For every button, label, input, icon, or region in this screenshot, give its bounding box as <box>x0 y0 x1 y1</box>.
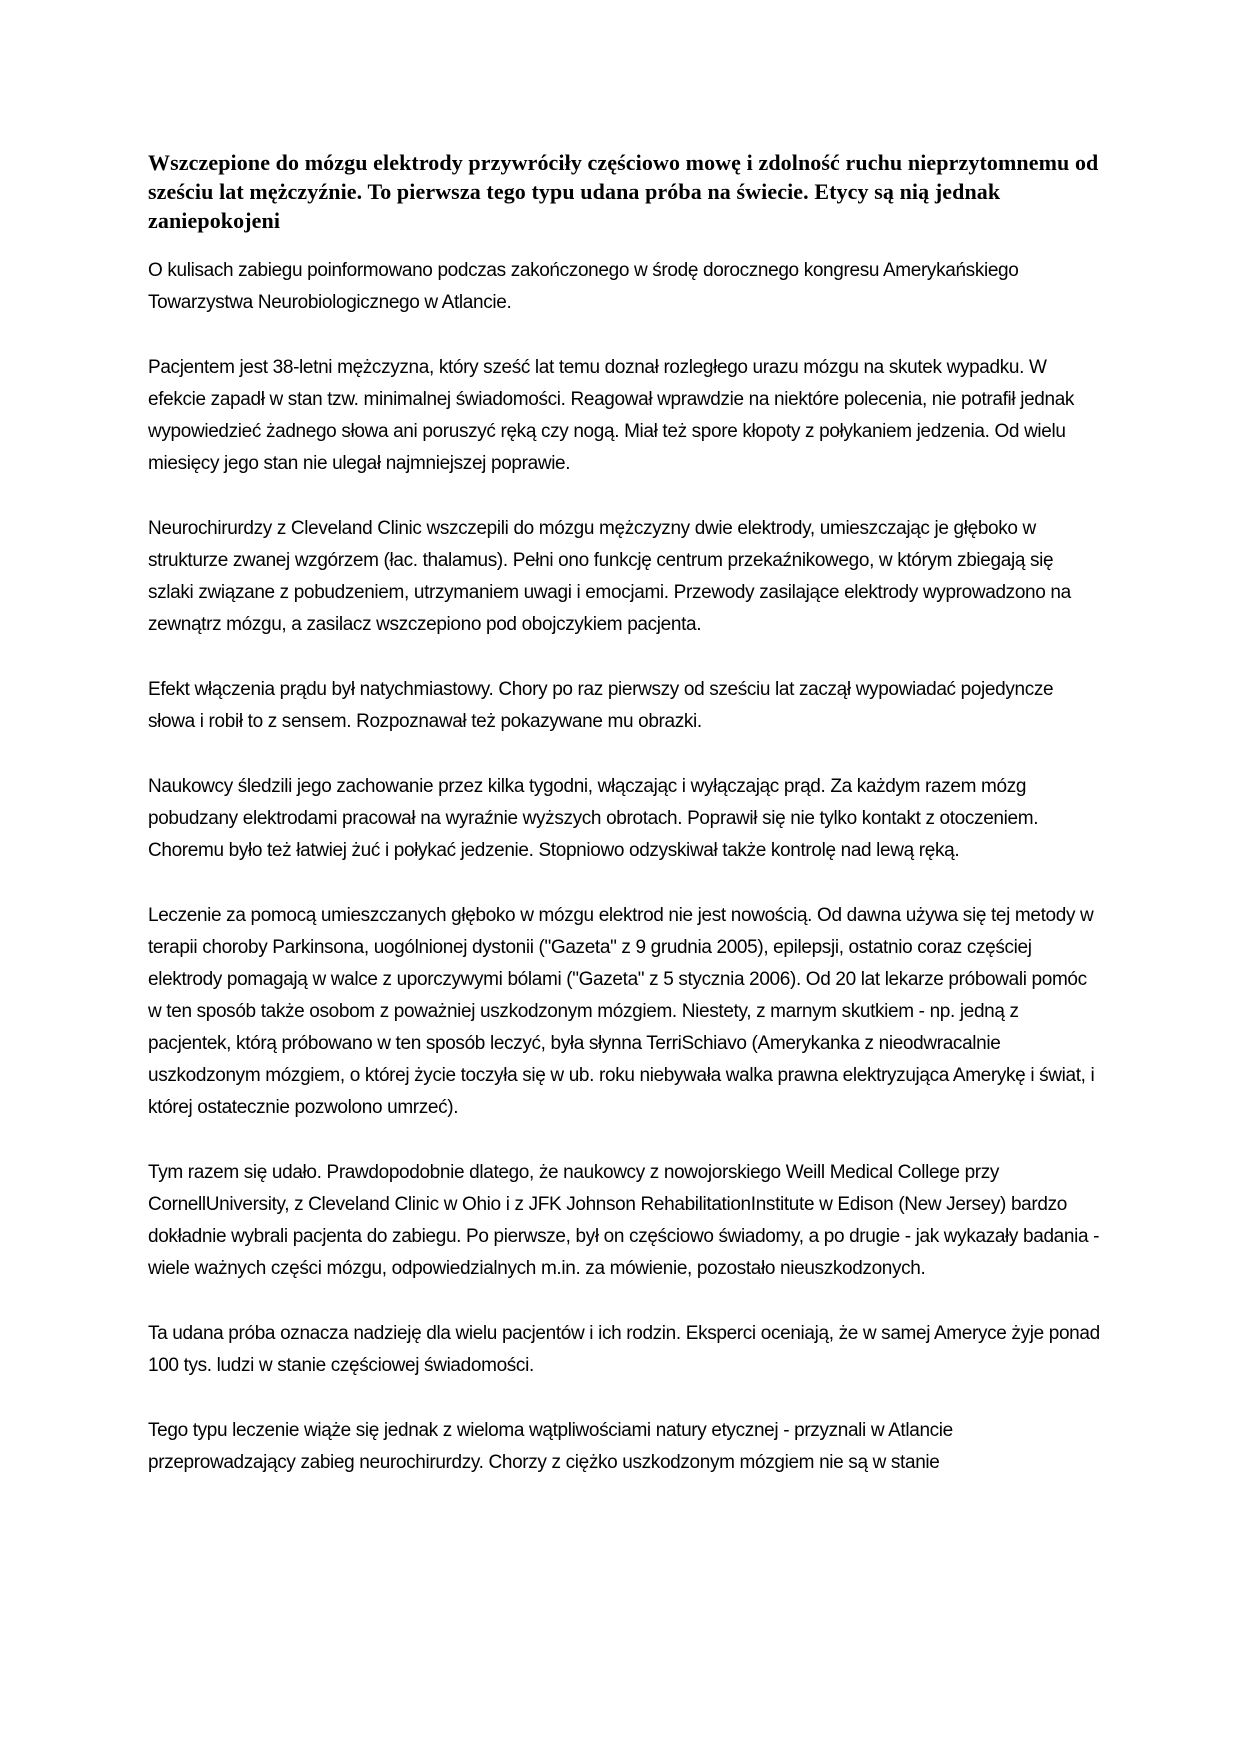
article-paragraph: Leczenie za pomocą umieszczanych głęboko w mózgu elektrod nie jest nowością. Od dawna używa się tej metody w terapii choroby Parkinsona, uogólnionej dystonii ("Gazeta" z 9 grudnia 2005), epilepsji, ostatnio coraz częściej elektrody pomagają w walce z uporczywymi bólami ("Gazeta" z 5 stycznia 2006). Od 20 lat lekarze próbowali pomóc w ten sposób także osobom z poważniej uszkodzonym mózgiem. Niestety, z marnym skutkiem - np. jedną z pacjentek, którą próbowano w ten sposób leczyć, była słynna TerriSchiavo (Amerykanka z nieodwracalnie uszkodzonym mózgiem, o której życie toczyła się w ub. roku niebywała walka prawna elektryzująca Amerykę i świat, i której ostatecznie pozwolono umrzeć). <box>148 905 1095 1118</box>
article-paragraph: Pacjentem jest 38-letni mężczyzna, który sześć lat temu doznał rozległego urazu mózgu na skutek wypadku. W efekcie zapadł w stan tzw. minimalnej świadomości. Reagował wprawdzie na niektóre polecenia, nie potrafił jednak wypowiedzieć żadnego słowa ani poruszyć ręką czy nogą. Miał też spore kłopoty z połykaniem jedzenia. Od wielu miesięcy jego stan nie ulegał najmniejszej poprawie. <box>148 357 1075 474</box>
article-paragraph: Efekt włączenia prądu był natychmiastowy. Chory po raz pierwszy od sześciu lat zaczął wypowiadać pojedyncze słowa i robił to z sensem. Rozpoznawał też pokazywane mu obrazki. <box>148 679 1054 732</box>
article-paragraph: Ta udana próba oznacza nadzieję dla wielu pacjentów i ich rodzin. Eksperci oceniają, że w samej Ameryce żyje ponad 100 tys. ludzi w stanie częściowej świadomości. <box>148 1323 1100 1376</box>
document-page <box>148 148 1100 1479</box>
article-paragraph: Naukowcy śledzili jego zachowanie przez kilka tygodni, włączając i wyłączając prąd. Za każdym razem mózg pobudzany elektrodami pracował na wyraźnie wyższych obrotach. Poprawił się nie tylko kontakt z otoczeniem. Choremu było też łatwiej żuć i połykać jedzenie. Stopniowo odzyskiwał także kontrolę nad lewą ręką. <box>148 776 1039 861</box>
article-paragraph: Neurochirurdzy z Cleveland Clinic wszczepili do mózgu mężczyzny dwie elektrody, umieszczając je głęboko w strukturze zwanej wzgórzem (łac. thalamus). Pełni ono funkcję centrum przekaźnikowego, w którym zbiegają się szlaki związane z pobudzeniem, utrzymaniem uwagi i emocjami. Przewody zasilające elektrody wyprowadzono na zewnątrz mózgu, a zasilacz wszczepiono pod obojczykiem pacjenta. <box>148 518 1071 635</box>
article-headline: Wszczepione do mózgu elektrody przywróciły częściowo mowę i zdolność ruchu nieprzytomnemu od sześciu lat mężczyźnie. To pierwsza tego typu udana próba na świecie. Etycy są nią jednak zaniepokojeni <box>148 150 1099 233</box>
article-paragraph: O kulisach zabiegu poinformowano podczas zakończonego w środę dorocznego kongresu Amerykańskiego Towarzystwa Neurobiologicznego w Atlancie. <box>148 260 1019 313</box>
article-paragraph: Tego typu leczenie wiąże się jednak z wieloma wątpliwościami natury etycznej - przyznali w Atlancie przeprowadzający zabieg neurochirurdzy. Chorzy z ciężko uszkodzonym mózgiem nie są w stanie <box>148 1420 953 1473</box>
article-paragraph: Tym razem się udało. Prawdopodobnie dlatego, że naukowcy z nowojorskiego Weill Medical College przy CornellUniversity, z Cleveland Clinic w Ohio i z JFK Johnson RehabilitationInstitute w Edison (New Jersey) bardzo dokładnie wybrali pacjenta do zabiegu. Po pierwsze, był on częściowo świadomy, a po drugie - jak wykazały badania - wiele ważnych części mózgu, odpowiedzialnych m.in. za mówienie, pozostało nieuszkodzonych. <box>148 1162 1100 1279</box>
